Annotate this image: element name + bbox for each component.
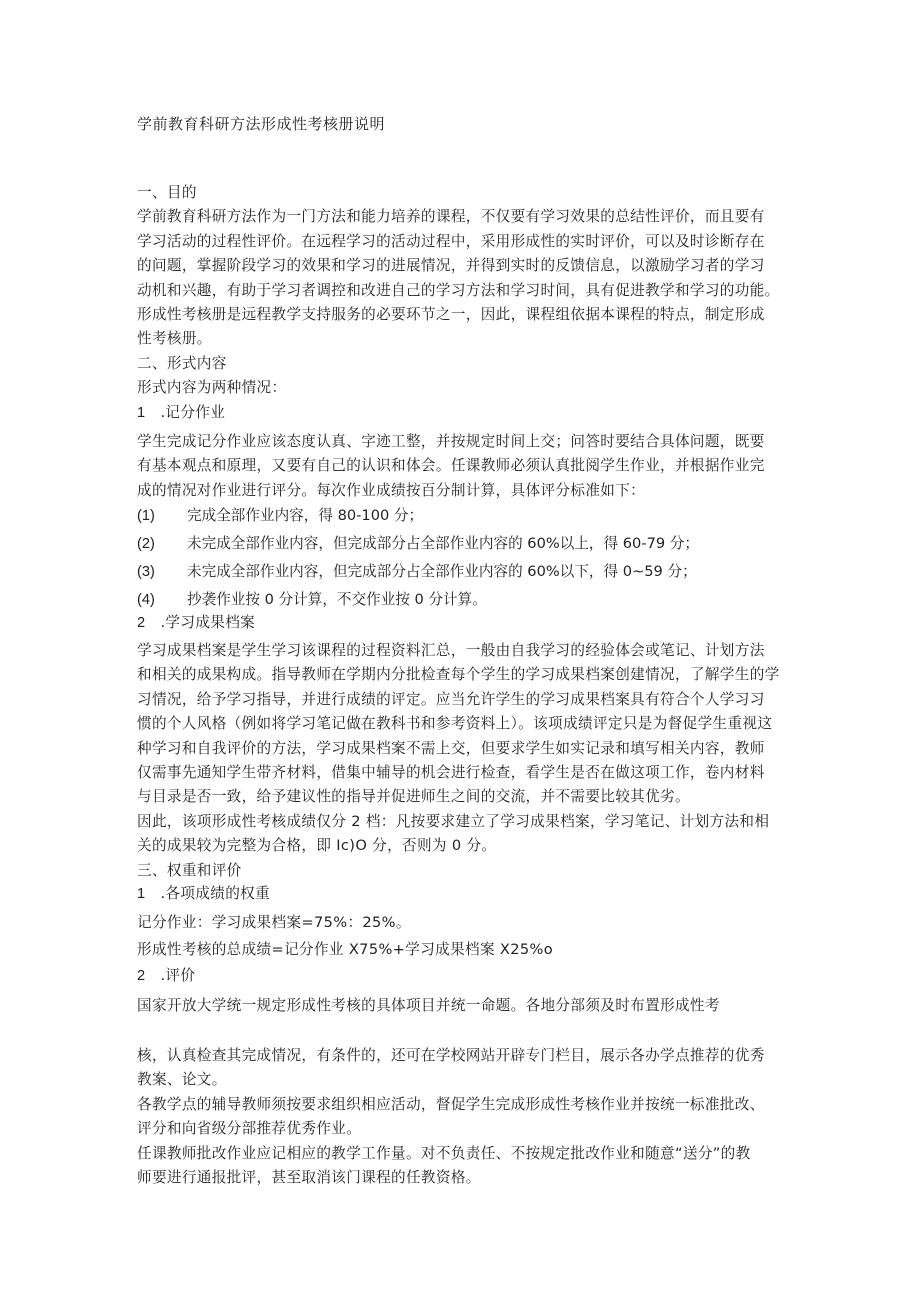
subsection-heading [137, 401, 797, 425]
subsection-heading [137, 611, 797, 635]
paragraph-line: 动机和兴趣，有助于学习者调控和改进自己的学习方法和学习时间，具有促进教学和学习的功能。 [137, 281, 780, 299]
paragraph-line: 教案、论文。 [137, 1071, 227, 1089]
list-item [137, 502, 797, 530]
subsection-heading [137, 882, 797, 906]
weights-ratio-line [137, 911, 797, 935]
section-purpose [137, 181, 797, 401]
evaluation-first-line [137, 994, 797, 1018]
paragraph-line: 仅需事先通知学生带齐材料，借集中辅导的机会进行检查，看学生是否在做这项工作，卷内材料 [137, 764, 765, 782]
paragraph-line: 记分作业：学习成果档案=75%：25%。 [137, 914, 411, 931]
paragraph-line: 关的成果较为完整为合格，即 Ic)O 分，否则为 0 分。 [137, 837, 497, 855]
list-item [137, 530, 797, 558]
paragraph-line: 核，认真检查其完成情况，有条件的，还可在学校网站开辟专门栏目，展示各办学点推荐的优秀 [137, 1047, 765, 1064]
list-item-number: (1) [137, 507, 155, 524]
subsection-evaluation [137, 964, 797, 988]
paragraph-line: 学前教育科研方法作为一门方法和能力培养的课程，不仅要有学习效果的总结性评价，而且要有 [137, 208, 765, 226]
paragraph-line: 形成性考核册是远程教学支持服务的必要环节之一，因此，课程组依据本课程的特点，制定形成 [137, 306, 765, 324]
paragraph-line: 种学习和自我评价的方法，学习成果档案不需上交，但要求学生如实记录和填写相关内容，教师 [137, 739, 765, 757]
document-title: 学前教育科研方法形成性考核册说明 [137, 115, 386, 133]
graded-homework-body [137, 430, 797, 503]
list-item [137, 558, 797, 586]
subsection-weights [137, 882, 797, 906]
subsection-number: 2 [137, 968, 146, 984]
paragraph-line: 习情况，给予学习指导，并进行成绩的评定。应当允许学生的学习成果档案具有符合个人学习习 [137, 690, 765, 708]
list-item-text: 完成全部作业内容，得 80-100 分； [187, 506, 424, 524]
total-score-formula [137, 938, 797, 962]
evaluation-body [137, 1044, 797, 1190]
paragraph-line: 师要进行通报批评，甚至取消该门课程的任教资格。 [137, 1169, 481, 1187]
paragraph-line: 有基本观点和原理，又要有自己的认识和体会。任课教师必须认真批阅学生作业，并根据作业完 [137, 457, 765, 475]
paragraph-line: 惯的个人风格（例如将学习笔记做在教科书和参考资料上）。该项成绩评定只是为督促学生重视这 [137, 715, 773, 733]
paragraph-line: 学习成果档案是学生学习该课程的过程资料汇总，一般由自我学习的经验体会或笔记、计划方法 [137, 642, 765, 659]
list-item-number: (4) [137, 591, 155, 608]
paragraph-line: 评分和向省级分部推荐优秀作业。 [137, 1120, 362, 1138]
paragraph-line: 各教学点的辅导教师须按要求组织相应活动，督促学生完成形成性考核作业并按统一标准批改、 [137, 1095, 765, 1113]
learning-portfolio-body [137, 639, 797, 883]
subsection-label: .学习成果档案 [160, 614, 256, 631]
paragraph-line: 国家开放大学统一规定形成性考核的具体项目并统一命题。各地分部须及时布置形成性考 [137, 997, 720, 1014]
subsection-graded-homework [137, 401, 797, 425]
section-heading: 一、目的 [137, 184, 197, 201]
paragraph-line: 形式内容为两种情况： [137, 379, 287, 397]
subsection-number: 1 [137, 886, 146, 902]
list-item [137, 586, 797, 614]
paragraph-line: 因此，该项形成性考核成绩仅分 2 档：凡按要求建立了学习成果档案，学习笔记、计划方法和相 [137, 812, 770, 830]
scoring-criteria-list [137, 502, 797, 614]
paragraph-line: 学习活动的过程性评价。在远程学习的活动过程中，采用形成性的实时评价，可以及时诊断存在 [137, 232, 765, 250]
paragraph-line: 的问题，掌握阶段学习的效果和学习的进展情况，并得到实时的反馈信息，以激励学习者的学习 [137, 257, 765, 275]
subsection-number: 2 [137, 615, 146, 631]
paragraph-line: 任课教师批改作业应记相应的教学工作量。对不负责任、不按规定批改作业和随意“送分”的教 [137, 1144, 751, 1162]
paragraph-line: 学生完成记分作业应该态度认真、字迹工整，并按规定时间上交；问答时要结合具体问题，既要 [137, 433, 765, 450]
subsection-label: .各项成绩的权重 [160, 885, 271, 902]
list-item-text: 抄袭作业按 0 分计算，不交作业按 0 分计算。 [187, 590, 487, 608]
paragraph-line: 性考核册。 [137, 330, 212, 348]
subsection-number: 1 [137, 405, 146, 421]
paragraph-line: 形成性考核的总成绩=记分作业 X75%+学习成果档案 X25%o [137, 941, 554, 958]
paragraph-line: 和相关的成果构成。指导教师在学期内分批检查每个学生的学习成果档案创建情况，了解学生的学 [137, 666, 780, 684]
list-item-number: (2) [137, 535, 155, 552]
subsection-label: .记分作业 [160, 404, 226, 421]
paragraph-line: 与目录是否一致，给予建议性的指导并促进师生之间的交流，并不需要比较其优劣。 [137, 788, 690, 806]
list-item-text: 未完成全部作业内容，但完成部分占全部作业内容的 60%以下，得 0~59 分； [187, 562, 697, 580]
section-heading: 二、形式内容 [137, 354, 227, 372]
list-item-number: (3) [137, 563, 155, 580]
subsection-learning-portfolio [137, 611, 797, 635]
list-item-text: 未完成全部作业内容，但完成部分占全部作业内容的 60%以上，得 60-79 分； [187, 534, 699, 552]
subsection-heading [137, 964, 797, 988]
section-heading: 三、权重和评价 [137, 861, 242, 879]
subsection-label: .评价 [160, 967, 196, 984]
paragraph-line: 成的情况对作业进行评分。每次作业成绩按百分制计算，具体评分标准如下： [137, 481, 646, 499]
